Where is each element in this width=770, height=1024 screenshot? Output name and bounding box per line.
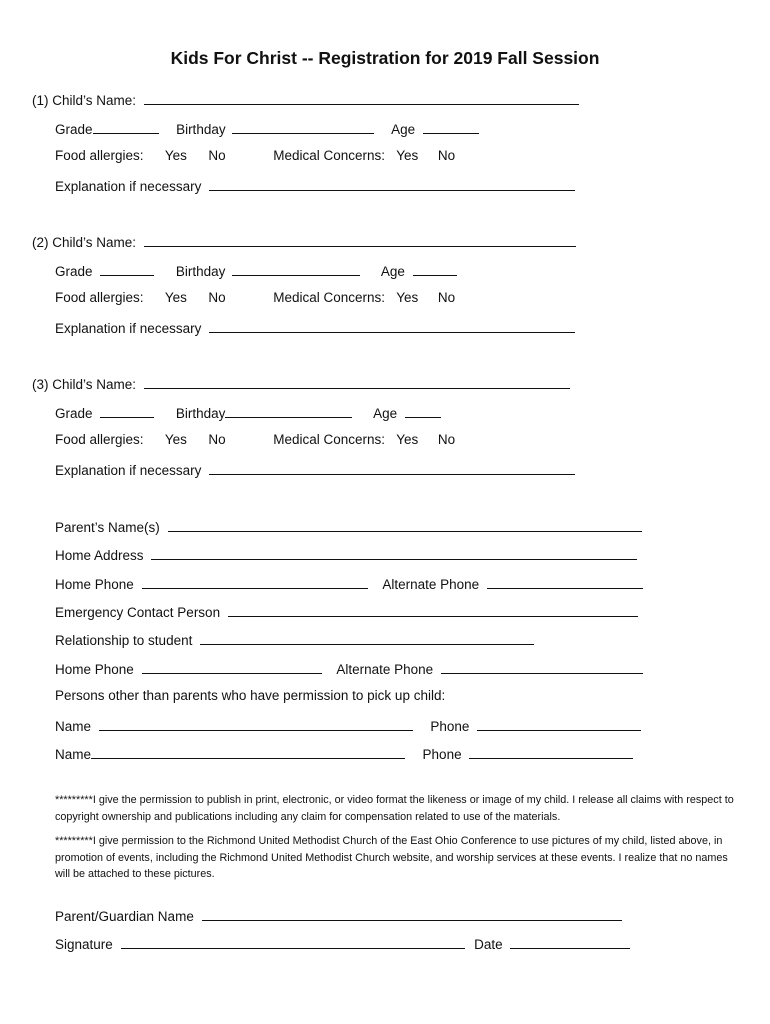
child2-food-no[interactable]: No: [208, 290, 226, 305]
child1-name-row: [32, 90, 579, 110]
child2-explanation-row: [55, 318, 575, 338]
guardian-name-label: Parent/Guardian Name: [55, 909, 194, 924]
child3-birthday-label: Birthday: [175, 406, 226, 421]
child2-grade-label: Grade: [55, 264, 93, 279]
child3-grade-label: Grade: [55, 406, 93, 421]
child3-allergy-row: [55, 431, 455, 449]
guardian-name-row: [55, 906, 622, 926]
child1-age-field[interactable]: [423, 119, 479, 134]
pickup-phone2-label: Phone: [422, 747, 462, 762]
child1-name-field[interactable]: [144, 90, 579, 105]
date-field[interactable]: [510, 934, 630, 949]
child3-explanation-field[interactable]: [209, 460, 575, 475]
child2-explanation-label: Explanation if necessary: [55, 321, 202, 336]
permission-publish-text: *********I give the permission to publish in print, electronic, or video format the likeness or image of my child. I release all claims with respect to copyright ownership and publications including any claim for compensation related to use of the materials.: [55, 794, 734, 823]
child1-details-row: [55, 119, 479, 139]
child1-explanation-field[interactable]: [209, 176, 575, 191]
signature-row: [55, 934, 630, 954]
pickup-name1-field[interactable]: [99, 716, 413, 731]
child1-explanation-label: Explanation if necessary: [55, 179, 202, 194]
pickup-name2-label: Name: [55, 747, 92, 762]
child3-name-label: (3) Child’s Name:: [32, 377, 137, 392]
signature-field[interactable]: [121, 934, 465, 949]
child1-name-label: (1) Child’s Name:: [32, 93, 137, 108]
child1-food-no[interactable]: No: [208, 148, 226, 163]
child1-grade-field[interactable]: [93, 119, 159, 134]
child2-birthday-field[interactable]: [232, 261, 360, 276]
home-address-field[interactable]: [151, 545, 637, 560]
child3-medical-label: Medical Concerns:: [273, 432, 385, 447]
child1-allergy-row: [55, 147, 455, 165]
permission-pictures-text: *********I give permission to the Richmond United Methodist Church of the East Ohio Conference to use pictures of my child, listed above, in promotion of events, including the Richmond United Methodist Church website, and worship services at these events. I realize that no names will be attached to these pictures.: [55, 835, 728, 880]
child2-medical-label: Medical Concerns:: [273, 290, 385, 305]
child1-birthday-field[interactable]: [232, 119, 374, 134]
child2-name-row: [32, 232, 576, 252]
child1-medical-label: Medical Concerns:: [273, 148, 385, 163]
alternate-phone-label: Alternate Phone: [382, 577, 480, 592]
parent-names-row: [55, 517, 642, 537]
child3-details-row: [55, 403, 441, 423]
date-label: Date: [474, 937, 503, 952]
form-title: Kids For Christ -- Registration for 2019 Fall Session: [170, 48, 600, 68]
phone-row-1: [55, 574, 643, 594]
pickup-phone2-field[interactable]: [469, 744, 633, 759]
pickup-phone1-field[interactable]: [477, 716, 641, 731]
phone-row-2: [55, 659, 643, 679]
child1-food-label: Food allergies:: [55, 148, 144, 163]
child3-food-no[interactable]: No: [208, 432, 226, 447]
home-address-row: [55, 545, 637, 565]
emergency-home-phone-label: Home Phone: [55, 662, 134, 677]
pickup-heading: [55, 687, 445, 705]
child2-food-label: Food allergies:: [55, 290, 144, 305]
signature-label: Signature: [55, 937, 113, 952]
child2-allergy-row: [55, 289, 455, 307]
pickup-label: Persons other than parents who have permission to pick up child:: [55, 688, 446, 703]
relationship-field[interactable]: [200, 630, 534, 645]
child1-grade-label: Grade: [55, 122, 93, 137]
parent-names-field[interactable]: [168, 517, 642, 532]
relationship-row: [55, 630, 534, 650]
pickup-name2-field[interactable]: [91, 744, 405, 759]
emergency-home-phone-field[interactable]: [142, 659, 322, 674]
child3-medical-no[interactable]: No: [437, 432, 456, 447]
child3-medical-yes[interactable]: Yes: [396, 432, 419, 447]
child1-food-yes[interactable]: Yes: [164, 148, 187, 163]
child2-name-label: (2) Child’s Name:: [32, 235, 137, 250]
child3-explanation-row: [55, 460, 575, 480]
guardian-name-field[interactable]: [202, 906, 622, 921]
child3-age-label: Age: [373, 406, 398, 421]
pickup-row-1: [55, 716, 641, 736]
child3-birthday-field[interactable]: [225, 403, 352, 418]
child1-medical-yes[interactable]: Yes: [396, 148, 419, 163]
child2-food-yes[interactable]: Yes: [164, 290, 187, 305]
emergency-contact-row: [55, 602, 638, 622]
alternate-phone-field[interactable]: [487, 574, 643, 589]
home-address-label: Home Address: [55, 548, 144, 563]
child2-medical-yes[interactable]: Yes: [396, 290, 419, 305]
child2-birthday-label: Birthday: [175, 264, 226, 279]
relationship-label: Relationship to student: [55, 633, 193, 648]
child3-name-row: [32, 374, 570, 394]
child3-explanation-label: Explanation if necessary: [55, 463, 202, 478]
child2-explanation-field[interactable]: [209, 318, 575, 333]
child2-details-row: [55, 261, 457, 281]
parent-names-label: Parent’s Name(s): [55, 520, 160, 535]
child1-explanation-row: [55, 176, 575, 196]
emergency-contact-field[interactable]: [228, 602, 638, 617]
emergency-alternate-phone-label: Alternate Phone: [336, 662, 434, 677]
child3-grade-field[interactable]: [100, 403, 154, 418]
child3-food-yes[interactable]: Yes: [164, 432, 187, 447]
pickup-name1-label: Name: [55, 719, 92, 734]
child3-food-label: Food allergies:: [55, 432, 144, 447]
child2-medical-no[interactable]: No: [437, 290, 456, 305]
child2-name-field[interactable]: [144, 232, 576, 247]
emergency-alternate-phone-field[interactable]: [441, 659, 643, 674]
child2-grade-field[interactable]: [100, 261, 154, 276]
child3-name-field[interactable]: [144, 374, 570, 389]
pickup-row-2: [55, 744, 633, 764]
home-phone-field[interactable]: [142, 574, 368, 589]
child2-age-field[interactable]: [413, 261, 457, 276]
child1-medical-no[interactable]: No: [437, 148, 456, 163]
emergency-contact-label: Emergency Contact Person: [55, 605, 221, 620]
child1-birthday-label: Birthday: [176, 122, 226, 137]
child3-age-field[interactable]: [405, 403, 441, 418]
child1-age-label: Age: [391, 122, 416, 137]
pickup-phone1-label: Phone: [430, 719, 470, 734]
home-phone-label: Home Phone: [55, 577, 134, 592]
child2-age-label: Age: [380, 264, 405, 279]
